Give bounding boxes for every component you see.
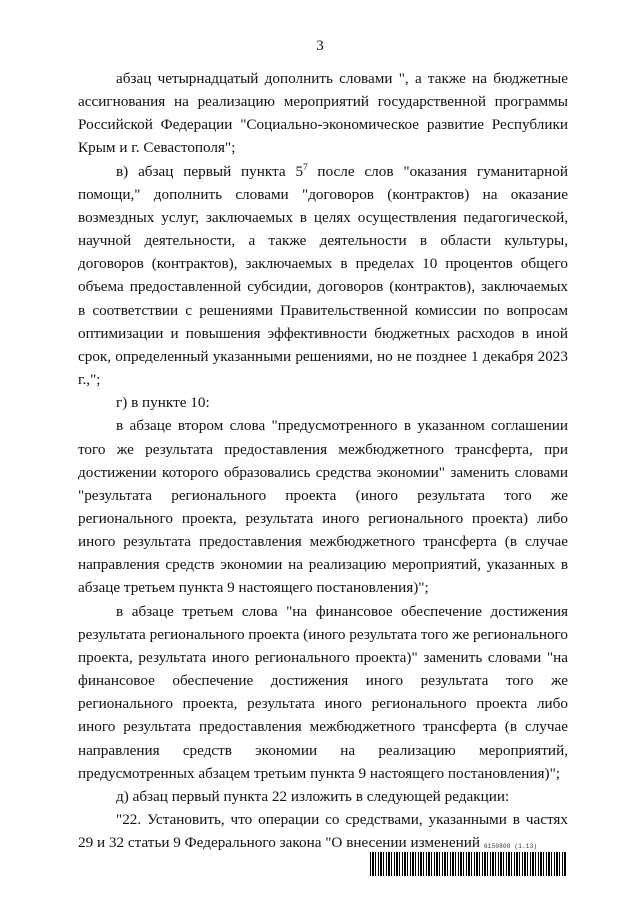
paragraph: в абзаце третьем слова "на финансовое обеспечение достижения результата регионального проекта (иного результата того же регионального проекта, результата иного регионального проекта)" заменить словами "на финансовое обеспечение достижения иного результата того же регионального проекта, результата иного регионального проекта либо иного результата предоставления межбюджетного трансферта (в случае направления средств экономии на реализацию мероприятий, предусмотренных абзацем третьим пункта 9 настоящего постановления)"; [78,602,568,782]
paragraph: "22. Установить, что операции со средствами, указанными в частях 29 и 32 статьи 9 Федерального закона "О внесении изменений [78,811,568,852]
paragraph-text: после слов "оказания гуманитарной помощи," дополнить словами "договоров (контрактов) на оказание возмездных услуг, заключаемых в целях осуществления педагогической, научной деятельности, а также деятельности в области культуры, договоров (контрактов), заключаемых в пределах 10 процентов общего объема предоставленной субсидии, договоров (контрактов), заключаемых в соответствии с решениями Правительственной комиссии по вопросам оптимизации и повышения эффективности бюджетных расходов в иной срок, определенный указанными решениями, но не позднее 1 декабря 2023 г.,"; [78,162,569,389]
page-number: 3 [316,38,324,54]
paragraph: д) абзац первый пункта 22 изложить в следующей редакции: [116,787,510,805]
paragraph: г) в пункте 10: [116,394,210,412]
paragraph [78,160,568,392]
paragraph-text: в) абзац первый пункта 5 [116,162,304,180]
paragraph: в абзаце втором слова "предусмотренного в указанном соглашении того же результата предоставления межбюджетного трансферта, при достижении которого образовались средства экономии" заменить словами "результата регионального проекта (иного результата того же регионального проекта, результата иного регионального проекта) либо иного результата предоставления межбюджетного трансферта (в случае направления средств экономии на реализацию мероприятий, указанных в абзаце третьем пункта 9 настоящего постановления)"; [78,417,568,597]
footer-code: 6150808 (1.13) [484,843,538,850]
paragraph: абзац четырнадцатый дополнить словами ", а также на бюджетные ассигнования на реализацию мероприятий государственной программы Российской Федерации "Социально-экономическое развитие Республики Крым и г. Севастополя"; [78,70,568,157]
superscript: 7 [303,161,308,172]
barcode [370,852,566,876]
document-body [78,67,568,854]
